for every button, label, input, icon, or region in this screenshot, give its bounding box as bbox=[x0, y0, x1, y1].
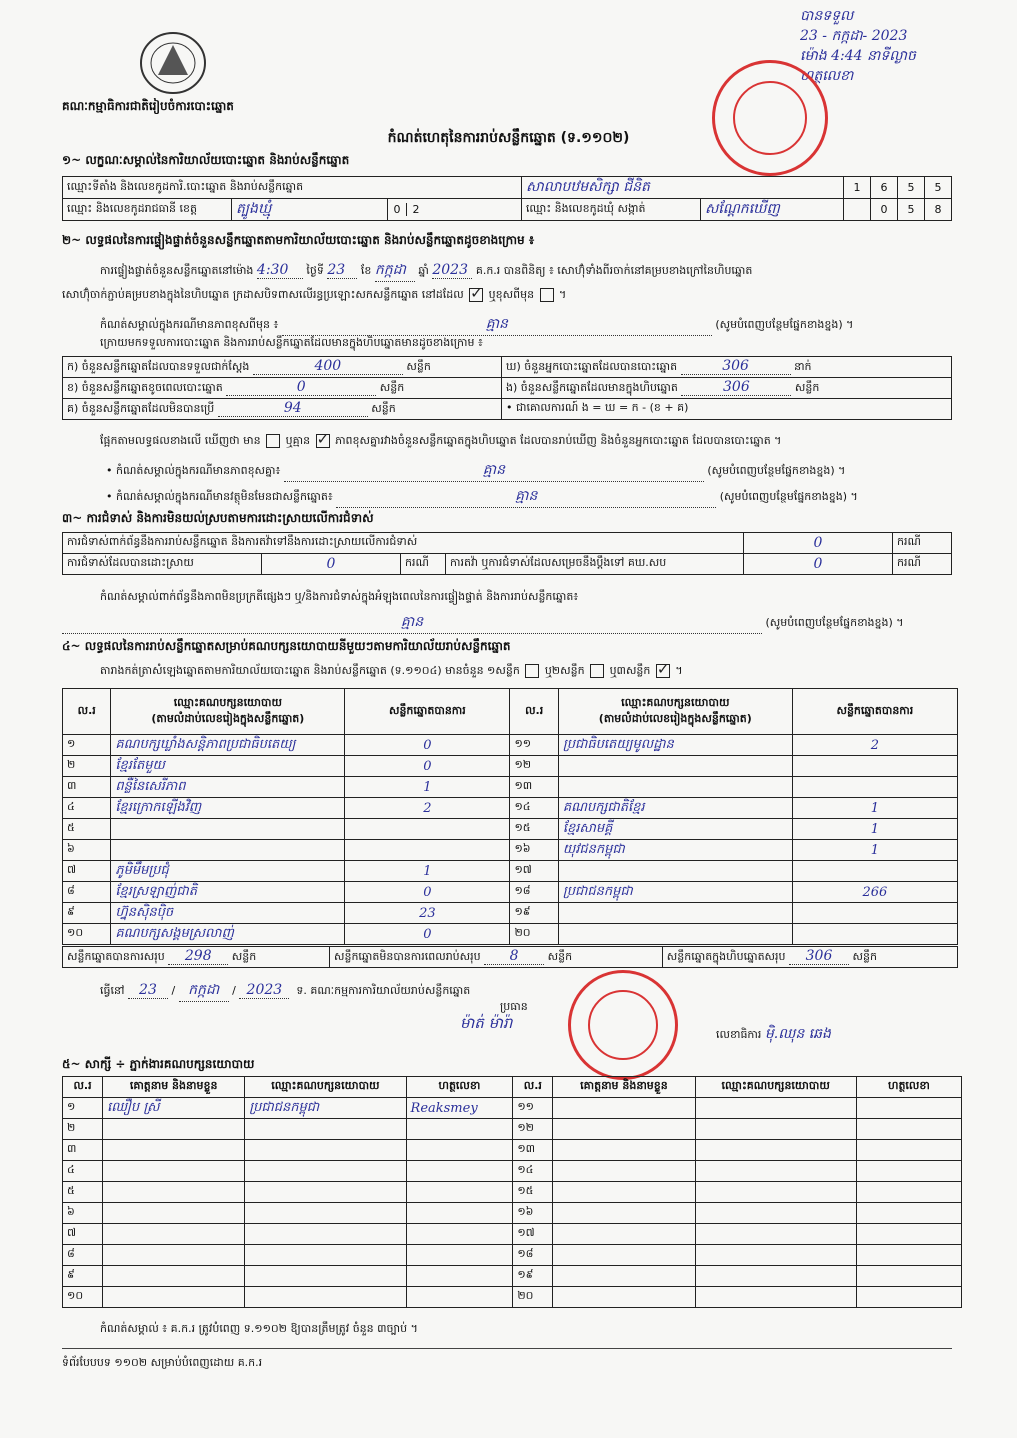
witness-cell bbox=[406, 1245, 513, 1266]
witness-cell bbox=[695, 1224, 856, 1245]
table-row bbox=[63, 819, 958, 840]
witness-cell bbox=[406, 1140, 513, 1161]
party-results-table: ល.រ ឈ្មោះគណបក្សនយោបាយ (តាមលំដាប់លេខរៀងក្នុងសន្លឹកឆ្នោត) សន្លឹកឆ្នោតបានការ ល.រ ឈ្មោះគណបក្សនយោបាយ (តាមលំដាប់លេខរៀងក្នុងសន្លឹកឆ្នោត) សន្លឹកឆ្នោតបានការ ១ គណបក្សឃ្លាំងសន្តិភាពប្រជាធិបតេយ្យ 0 ១១ ប្រជាធិបតេយ្យមូលដ្ឋាន 2 ២ ខ្មែរតែមួយ 0 ១២ ៣ ពន្លឺនៃសេរីភាព 1 ១៣ ៤ ខ្មែរក្រោកឡើងវិញ 2 ១៤ គណបក្សជាតិខ្មែរ 1 ៥ ១៥ ខ្មែរសាមគ្គី 1 ៦ ១៦ យុវជនកម្ពុជា 1 ៧ ភូមិមឹមប្រជុំ 1 ១៧ ៨ ខ្មែរស្រឡាញ់ជាតិ 0 ១៨ ប្រជាជនកម្ពុជា 266 ៩ ហ្វ៊ុនស៊ិនប៉ិច 23 ១៩ ១០ គណបក្សសង្គមស្រលាញ់ 0 ២០ bbox=[62, 688, 958, 945]
witness-cell bbox=[856, 1182, 961, 1203]
witness-cell: ៧ bbox=[63, 1224, 103, 1245]
party-votes-cell: 1 bbox=[792, 840, 957, 861]
party-no-cell: ១៩ bbox=[510, 903, 558, 924]
witness-cell bbox=[245, 1203, 406, 1224]
section4-title: ៤~ លទ្ធផលនៃការរាប់សន្លឹកឆ្នោតសម្រាប់គណបក្សនយោបាយនីមួយៗតាមការិយាល័យរាប់សន្លឹកឆ្នោត bbox=[62, 639, 511, 653]
party-party-cell: គណបក្សជាតិខ្មែរ bbox=[558, 798, 792, 819]
secretary-line: លេខាធិការ ម៉ិ.ឈុន ឆេង bbox=[716, 1026, 831, 1042]
party-no-cell: ១៧ bbox=[510, 861, 558, 882]
witness-cell bbox=[553, 1098, 695, 1119]
totals-table: សន្លឹកឆ្នោតបានការសរុប 298 សន្លឹក សន្លឹកឆ្នោតមិនបានការពេលរាប់សរុប 8 សន្លឹក សន្លឹកឆ្នោតក្នុងហិបឆ្នោតសរុប 306 សន្លឹក bbox=[62, 946, 958, 968]
two-sheet-checkbox[interactable] bbox=[590, 664, 604, 678]
foreign-object-note: • កំណត់សម្គាល់ក្នុងករណីមានវត្ថុមិនមែនជាសន្លឹកឆ្នោត៖ គ្មាន (សូមបំពេញបន្ថែមផ្នែកខាងខ្នង) ។ bbox=[106, 486, 956, 508]
chair-label: ប្រធាន bbox=[500, 1000, 528, 1013]
table-row bbox=[63, 777, 958, 798]
witness-cell bbox=[695, 1266, 856, 1287]
witness-cell bbox=[856, 1224, 961, 1245]
party-votes-cell: 0 bbox=[345, 735, 510, 756]
table-row bbox=[63, 903, 958, 924]
table-row bbox=[63, 924, 958, 945]
witness-cell bbox=[856, 1245, 961, 1266]
one-sheet-checkbox[interactable] bbox=[525, 664, 539, 678]
witness-cell bbox=[695, 1182, 856, 1203]
witness-cell: ៩ bbox=[63, 1266, 103, 1287]
witness-cell: ៨ bbox=[63, 1245, 103, 1266]
party-party-cell: ភូមិមឹមប្រជុំ bbox=[111, 861, 345, 882]
table-row bbox=[63, 1224, 962, 1245]
table-row bbox=[63, 840, 958, 861]
same-checkbox[interactable] bbox=[469, 288, 483, 302]
party-votes-cell bbox=[345, 840, 510, 861]
objection-table: ការជំទាស់ពាក់ព័ន្ធនឹងការរាប់សន្លឹកឆ្នោត និងការតវ៉ាទៅនឹងការដោះស្រាយលើការជំទាស់ 0 ករណី ការជំទាស់ដែលបានដោះស្រាយ 0 ករណី ការតវ៉ា ឬការជំទាស់ដែលសម្រេចនឹងប្តឹងទៅ គឃ.សប 0 ករណី bbox=[62, 532, 952, 575]
witness-cell: ១ bbox=[63, 1098, 103, 1119]
table-row bbox=[63, 882, 958, 903]
witness-cell bbox=[553, 1182, 695, 1203]
witness-cell bbox=[856, 1203, 961, 1224]
witness-cell: ១៥ bbox=[513, 1182, 553, 1203]
no-difference-checkbox[interactable] bbox=[316, 434, 330, 448]
table-row bbox=[63, 1098, 962, 1119]
witness-cell: ១៣ bbox=[513, 1140, 553, 1161]
table-row bbox=[63, 1140, 962, 1161]
party-votes-cell bbox=[792, 903, 957, 924]
table-row bbox=[63, 861, 958, 882]
section2-title: ២~ លទ្ធផលនៃការផ្ទៀងផ្ទាត់ចំនួនសន្លឹកឆ្នោតតាមការិយាល័យបោះឆ្នោត និងរាប់សន្លឹកឆ្នោតដូចខាងក្រោម ៖ bbox=[62, 233, 535, 247]
witness-cell bbox=[856, 1140, 961, 1161]
seal-line: សោហ៊ុំចាក់ភ្ជាប់គម្របខាងក្នុងនៃហិបឆ្នោត ក្រដាសបិទពាសលើរន្ធប្រឡោះសកសន្លឹកឆ្នោត នៅដដែល ✓ ឬខុសពីមុន ។ bbox=[62, 288, 566, 304]
witness-cell: ១៧ bbox=[513, 1224, 553, 1245]
party-votes-cell: 23 bbox=[345, 903, 510, 924]
party-votes-cell bbox=[792, 924, 957, 945]
witness-cell bbox=[856, 1266, 961, 1287]
party-no-cell: ១៥ bbox=[510, 819, 558, 840]
party-party-cell bbox=[558, 861, 792, 882]
witness-cell bbox=[553, 1245, 695, 1266]
verify-line: ការផ្ទៀងផ្ទាត់ចំនួនសន្លឹកឆ្នោតនៅម៉ោង 4:30 ថ្ងៃទី 23 ខែ កក្កដា ឆ្នាំ 2023 គ.ក.រ បានពិនិត្យ ៖ សោហ៊ុំទាំងពីរចាក់នៅគម្របខាងក្រៅនៃហិបឆ្នោត bbox=[100, 260, 960, 282]
witness-cell bbox=[856, 1098, 961, 1119]
count-intro: ក្រោយមកទទួលការបោះឆ្នោត និងការរាប់សន្លឹកឆ្នោតដែលមានក្នុងហិបឆ្នោតមានដូចខាងក្រោម ៖ bbox=[100, 336, 483, 349]
table-row bbox=[63, 1161, 962, 1182]
witness-cell bbox=[245, 1161, 406, 1182]
witness-cell bbox=[245, 1287, 406, 1308]
witness-cell: Reaksmey bbox=[406, 1098, 513, 1119]
party-party-cell: យុវជនកម្ពុជា bbox=[558, 840, 792, 861]
party-no-cell: ៨ bbox=[63, 882, 111, 903]
party-party-cell: ប្រជាធិបតេយ្យមូលដ្ឋាន bbox=[558, 735, 792, 756]
witness-cell bbox=[103, 1245, 245, 1266]
sheet-count-line: តារាងកត់ត្រាសំឡេងឆ្នោតតាមការិយាល័យបោះឆ្នោត និងរាប់សន្លឹកឆ្នោត (ទ.១១០៤) មានចំនួន ១សន្លឹក ឬ២សន្លឹក ឬ៣សន្លឹក ✓ ។ bbox=[100, 664, 683, 680]
witness-cell: ២ bbox=[63, 1119, 103, 1140]
witness-cell bbox=[553, 1224, 695, 1245]
witness-cell bbox=[406, 1224, 513, 1245]
witness-cell bbox=[553, 1161, 695, 1182]
witness-cell: ១៩ bbox=[513, 1266, 553, 1287]
party-party-cell bbox=[558, 756, 792, 777]
official-stamp-bottom bbox=[568, 970, 678, 1080]
party-no-cell: ១៨ bbox=[510, 882, 558, 903]
witness-cell bbox=[406, 1182, 513, 1203]
witness-cell bbox=[245, 1266, 406, 1287]
party-party-cell bbox=[558, 777, 792, 798]
party-no-cell: ២០ bbox=[510, 924, 558, 945]
witness-cell bbox=[103, 1266, 245, 1287]
table-row bbox=[63, 1245, 962, 1266]
witness-cell: ១១ bbox=[513, 1098, 553, 1119]
has-difference-checkbox[interactable] bbox=[266, 434, 280, 448]
witness-cell bbox=[856, 1287, 961, 1308]
ballot-count-table: ក) ចំនួនសន្លឹកឆ្នោតដែលបានទទួលជាក់ស្តែង 400 សន្លឹក ឃ) ចំនួនអ្នកបោះឆ្នោតដែលបានបោះឆ្នោត 306 នាក់ ខ) ចំនួនសន្លឹកឆ្នោតខូចពេលបោះឆ្នោត 0 សន្លឹក ង) ចំនួនសន្លឹកឆ្នោតដែលមានក្នុងហិបឆ្នោត 306 សន្លឹក គ) ចំនួនសន្លឹកឆ្នោតដែលមិនបានប្រើ 94 សន្លឹក • ជាគោលការណ៍ ង = ឃ = ក - (ខ + គ) bbox=[62, 356, 952, 420]
irregularity-note: កំណត់សម្គាល់ពាក់ព័ន្ធនឹងភាពមិនប្រក្រតីផ្សេងៗ ឬ/និងការជំទាស់ក្នុងអំឡុងពេលនៃការផ្ទៀងផ្ទាត់ និងការរាប់សន្លឹកឆ្នោត៖ bbox=[100, 590, 579, 603]
section5-title: ៥~ សាក្សី ÷ ភ្នាក់ងារគណបក្សនយោបាយ bbox=[62, 1057, 255, 1071]
party-no-cell: ៦ bbox=[63, 840, 111, 861]
party-party-cell bbox=[111, 819, 345, 840]
party-votes-cell: 1 bbox=[792, 798, 957, 819]
witness-cell: ប្រជាជនកម្ពុជា bbox=[245, 1098, 406, 1119]
witness-cell bbox=[553, 1266, 695, 1287]
witness-cell bbox=[103, 1203, 245, 1224]
party-votes-cell bbox=[792, 861, 957, 882]
witness-cell: ៤ bbox=[63, 1161, 103, 1182]
emblem-icon bbox=[138, 30, 208, 96]
witness-cell: ១៨ bbox=[513, 1245, 553, 1266]
party-votes-cell: 0 bbox=[345, 756, 510, 777]
party-party-cell: គណបក្សសង្គមស្រលាញ់ bbox=[111, 924, 345, 945]
party-votes-cell bbox=[345, 819, 510, 840]
party-party-cell: ខ្មែរក្រោកឡើងវិញ bbox=[111, 798, 345, 819]
table-row bbox=[63, 735, 958, 756]
witness-cell bbox=[406, 1203, 513, 1224]
party-votes-cell: 0 bbox=[345, 924, 510, 945]
party-no-cell: ១១ bbox=[510, 735, 558, 756]
witness-cell bbox=[695, 1140, 856, 1161]
different-checkbox[interactable] bbox=[540, 288, 554, 302]
witness-cell bbox=[245, 1140, 406, 1161]
party-party-cell: គណបក្សឃ្លាំងសន្តិភាពប្រជាធិបតេយ្យ bbox=[111, 735, 345, 756]
party-no-cell: ៩ bbox=[63, 903, 111, 924]
party-no-cell: ៤ bbox=[63, 798, 111, 819]
witness-cell bbox=[103, 1161, 245, 1182]
chair-signature: ម៉ាត់ ម៉ារ៉ា bbox=[460, 1014, 513, 1032]
witness-table: ល.រ គោត្តនាម និងនាមខ្លួន ឈ្មោះគណបក្សនយោបាយ ហត្ថលេខា ល.រ គោត្តនាម និងនាមខ្លួន ឈ្មោះគណបក្សនយោបាយ ហត្ថលេខា ១ ឈឿប ស្រី ប្រជាជនកម្ពុជា Reaksmey ១១ ២ ១២ ៣ ១៣ ៤ ១៤ ៥ ១៥ ៦ ១៦ ៧ ១៧ ៨ ១៨ ៩ ១៩ ១០ ២០ bbox=[62, 1076, 962, 1308]
witness-cell bbox=[695, 1287, 856, 1308]
party-party-cell bbox=[558, 903, 792, 924]
party-no-cell: ១ bbox=[63, 735, 111, 756]
irregularity-value: គ្មាន (សូមបំពេញបន្ថែមផ្នែកខាងខ្នង) ។ bbox=[62, 612, 952, 634]
party-votes-cell: 266 bbox=[792, 882, 957, 903]
form-title: កំណត់ហេតុនៃការរាប់សន្លឹកឆ្នោត (ទ.១១០២) bbox=[387, 130, 630, 146]
witness-cell bbox=[406, 1161, 513, 1182]
witness-cell bbox=[103, 1140, 245, 1161]
table-row bbox=[63, 1287, 962, 1308]
party-no-cell: ១២ bbox=[510, 756, 558, 777]
party-votes-cell: 2 bbox=[345, 798, 510, 819]
witness-cell bbox=[695, 1203, 856, 1224]
party-party-cell bbox=[111, 840, 345, 861]
party-votes-cell: 1 bbox=[345, 777, 510, 798]
change-note: កំណត់សម្គាល់ក្នុងករណីមានភាពខុសពីមុន ៖ គ្មាន (សូមបំពេញបន្ថែមផ្នែកខាងខ្នង) ។ bbox=[100, 314, 960, 336]
party-no-cell: ៧ bbox=[63, 861, 111, 882]
table-row bbox=[63, 798, 958, 819]
party-party-cell: ប្រជាជនកម្ពុជា bbox=[558, 882, 792, 903]
party-no-cell: ២ bbox=[63, 756, 111, 777]
witness-cell bbox=[103, 1182, 245, 1203]
three-sheet-checkbox[interactable] bbox=[656, 664, 670, 678]
witness-cell bbox=[406, 1119, 513, 1140]
table-row bbox=[63, 1203, 962, 1224]
party-votes-cell: 2 bbox=[792, 735, 957, 756]
witness-cell bbox=[856, 1161, 961, 1182]
party-party-cell: ពន្លឺនៃសេរីភាព bbox=[111, 777, 345, 798]
table-row bbox=[63, 1266, 962, 1287]
party-no-cell: ១៤ bbox=[510, 798, 558, 819]
party-party-cell bbox=[558, 924, 792, 945]
party-votes-cell bbox=[792, 756, 957, 777]
witness-cell: ៦ bbox=[63, 1203, 103, 1224]
witness-cell bbox=[695, 1119, 856, 1140]
party-votes-cell: 0 bbox=[345, 882, 510, 903]
table-row bbox=[63, 1182, 962, 1203]
witness-cell: ១០ bbox=[63, 1287, 103, 1308]
witness-cell: ១២ bbox=[513, 1119, 553, 1140]
witness-cell bbox=[695, 1161, 856, 1182]
official-stamp-top bbox=[712, 60, 828, 176]
party-votes-cell bbox=[792, 777, 957, 798]
section3-title: ៣~ ការជំទាស់ និងការមិនយល់ស្របតាមការដោះស្រាយលើការជំទាស់ bbox=[62, 511, 374, 525]
party-no-cell: ៥ bbox=[63, 819, 111, 840]
witness-cell bbox=[553, 1287, 695, 1308]
witness-cell bbox=[553, 1140, 695, 1161]
witness-cell: ៥ bbox=[63, 1182, 103, 1203]
party-party-cell: ខ្មែរស្រឡាញ់ជាតិ bbox=[111, 882, 345, 903]
witness-cell bbox=[695, 1098, 856, 1119]
org-name: គណៈកម្មាធិការជាតិរៀបចំការបោះឆ្នោត bbox=[62, 99, 234, 113]
witness-cell bbox=[406, 1287, 513, 1308]
section1-title: ១~ លក្ខណៈសម្គាល់នៃការិយាល័យបោះឆ្នោត និងរាប់សន្លឹកឆ្នោត bbox=[62, 153, 350, 167]
witness-cell bbox=[695, 1245, 856, 1266]
witness-cell bbox=[103, 1119, 245, 1140]
witness-cell: ឈឿប ស្រី bbox=[103, 1098, 245, 1119]
witness-cell bbox=[245, 1224, 406, 1245]
party-no-cell: ១០ bbox=[63, 924, 111, 945]
witness-cell bbox=[245, 1119, 406, 1140]
party-votes-cell: 1 bbox=[792, 819, 957, 840]
witness-cell bbox=[553, 1119, 695, 1140]
party-no-cell: ១៦ bbox=[510, 840, 558, 861]
witness-cell bbox=[856, 1119, 961, 1140]
received-note: បានទទួល 23 - កក្កដា- 2023 ម៉ោង 4:44 នាទីល្ងាច ហត្ថលេខា bbox=[800, 8, 916, 84]
witness-cell bbox=[553, 1203, 695, 1224]
table-row bbox=[63, 1119, 962, 1140]
witness-cell: ៣ bbox=[63, 1140, 103, 1161]
party-party-cell: ខ្មែរសាមគ្គី bbox=[558, 819, 792, 840]
difference-line: ផ្អែកតាមលទ្ធផលខាងលើ ឃើញថា មាន ឬគ្មាន ✓ ភាពខុសគ្នារវាងចំនួនសន្លឹកឆ្នោតក្នុងហិបឆ្នោត ដែលបានរាប់ឃើញ និងចំនួនអ្នកបោះឆ្នោត ដែលបានបោះឆ្នោត ។ bbox=[100, 434, 960, 450]
witness-cell bbox=[245, 1182, 406, 1203]
party-party-cell: ខ្មែរតែមួយ bbox=[111, 756, 345, 777]
witness-cell bbox=[406, 1266, 513, 1287]
witness-cell bbox=[103, 1287, 245, 1308]
witness-cell bbox=[245, 1245, 406, 1266]
date-line: ធ្វើនៅ 23 / កក្កដា / 2023 ទ. គណៈកម្មការការិយាល័យរាប់សន្លឹកឆ្នោត bbox=[100, 980, 470, 1002]
party-no-cell: ១៣ bbox=[510, 777, 558, 798]
footer-form: ទំព័របែបបទ ១១០២ សម្រាប់បំពេញដោយ គ.ក.រ bbox=[62, 1356, 263, 1369]
witness-cell bbox=[103, 1224, 245, 1245]
party-party-cell: ហ្វ៊ុនស៊ិនប៉ិច bbox=[111, 903, 345, 924]
table-row bbox=[63, 756, 958, 777]
footer-rule bbox=[62, 1348, 952, 1349]
difference-note: • កំណត់សម្គាល់ក្នុងករណីមានភាពខុសគ្នា៖ គ្មាន (សូមបំពេញបន្ថែមផ្នែកខាងខ្នង) ។ bbox=[106, 460, 956, 482]
witness-cell: ១៤ bbox=[513, 1161, 553, 1182]
witness-cell: ២០ bbox=[513, 1287, 553, 1308]
section1-table: ឈ្មោះទីតាំង និងលេខកូដការិ.បោះឆ្នោត និងរាប់សន្លឹកឆ្នោត សាលាបឋមសិក្សា ជីនិត 1 6 5 5 ឈ្មោះ និងលេខកូដរាជធានី ខេត្ត ត្បូងឃ្មុំ 0 2 ឈ្មោះ និងលេខកូដឃុំ សង្កាត់ សណ្ដែកឃើញ 0 5 8 bbox=[62, 176, 952, 221]
witness-cell: ១៦ bbox=[513, 1203, 553, 1224]
party-no-cell: ៣ bbox=[63, 777, 111, 798]
footer-note: កំណត់សម្គាល់ ៖ គ.ក.រ ត្រូវបំពេញ ទ.១១០២ ឱ្យបានត្រឹមត្រូវ ចំនួន ៣ច្បាប់ ។ bbox=[100, 1322, 418, 1335]
party-votes-cell: 1 bbox=[345, 861, 510, 882]
